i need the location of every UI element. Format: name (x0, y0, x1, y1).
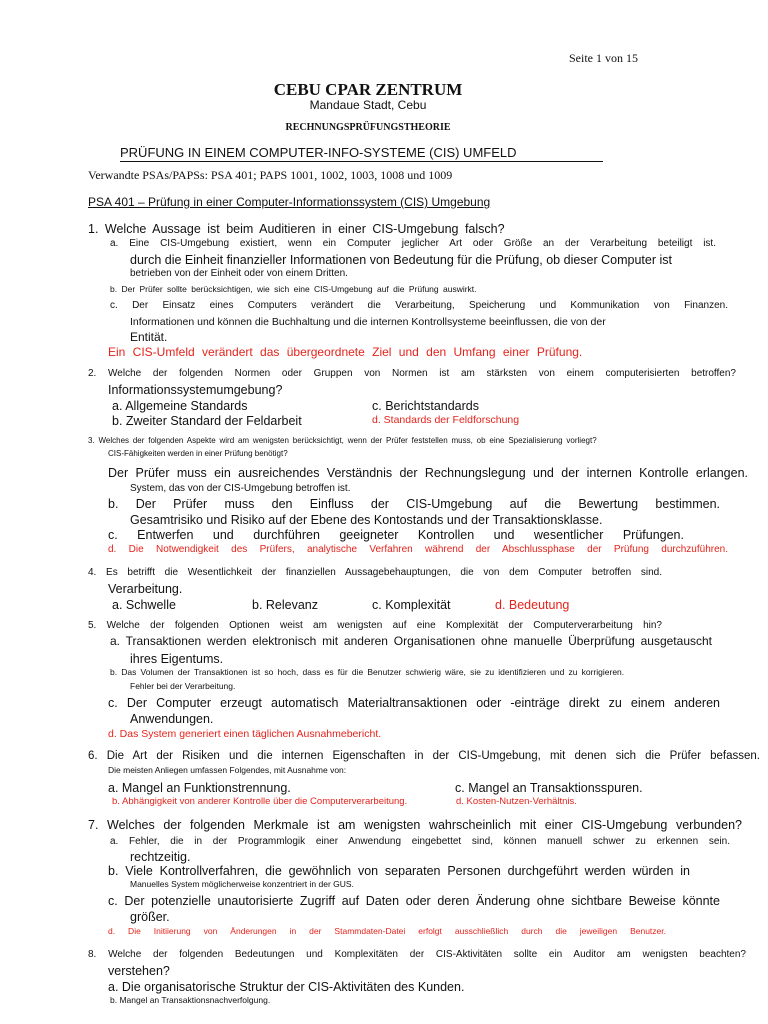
question-5-option-a: a. Transaktionen werden elektronisch mit anderen Organisationen ohne manuelle Überprüfung ausgetauscht (110, 634, 712, 648)
question-5-stem: 5. Welche der folgenden Optionen weist am wenigsten auf eine Komplexität der Computerverarbeitung hin? (88, 620, 662, 631)
page-number: Seite 1 von 15 (569, 51, 638, 65)
question-7-option-a: a. Fehler, die in der Programmlogik einer Anwendung eingebettet sind, können manuell schwer zu erkennen sein. (110, 836, 730, 847)
question-6-option-c: c. Mangel an Transaktionsspuren. (455, 781, 643, 795)
question-5-option-b: b. Das Volumen der Transaktionen ist so hoch, dass es für die Benutzer schwierig wäre, sie zu identifizieren und zu korrigieren. (110, 667, 625, 677)
question-1-option-a-line2: durch die Einheit finanzieller Informationen von Bedeutung für die Prüfung, ob dieser Computer ist (130, 253, 672, 267)
document-subject: RECHNUNGSPRÜFUNGSTHEORIE (285, 122, 451, 133)
question-3-option-b: b. Der Prüfer muss den Einfluss der CIS-Umgebung auf die Bewertung bestimmen. (108, 497, 720, 511)
question-7-answer-d: d. Die Initiierung von Änderungen in der Stammdaten-Datei erfolgt ausschließlich durch die jeweiligen Benutzer. (108, 926, 666, 936)
question-7-option-b-line2: Manuelles System möglicherweise konzentriert in der GUS. (130, 879, 354, 889)
question-8-stem-line2: verstehen? (108, 964, 170, 978)
question-8-option-b: b. Mangel an Transaktionsnachverfolgung. (110, 995, 271, 1005)
question-3-stem: 3. Welches der folgenden Aspekte wird am wenigsten berücksichtigt, wenn der Prüfer feststellen muss, ob eine Spezialisierung vorliegt? (88, 436, 597, 445)
question-2-answer-d: d. Standards der Feldforschung (372, 414, 520, 426)
question-7-option-b: b. Viele Kontrollverfahren, die gewöhnlich von separaten Personen durchgeführt werden würden in (108, 864, 690, 878)
question-1-stem: 1. Welche Aussage ist beim Auditieren in einer CIS-Umgebung falsch? (88, 222, 505, 236)
question-8-option-a: a. Die organisatorische Struktur der CIS-Aktivitäten des Kunden. (108, 980, 465, 994)
question-4-option-b: b. Relevanz (252, 598, 319, 612)
question-3-option-a: Der Prüfer muss ein ausreichendes Verständnis der Rechnungslegung und der internen Kontrolle erlangen. (108, 466, 748, 480)
question-4-option-c: c. Komplexität (372, 598, 451, 612)
question-4-option-a: a. Schwelle (112, 598, 176, 612)
question-2-stem: 2. Welche der folgenden Normen oder Gruppen von Normen ist am stärksten von einem computerisierten betroffen? (88, 368, 736, 379)
document-location: Mandaue Stadt, Cebu (309, 98, 427, 112)
question-6-stem: 6. Die Art der Risiken und die internen Eigenschaften in der CIS-Umgebung, mit denen sich die Prüfer befassen. (88, 750, 760, 762)
question-4-stem: 4. Es betrifft die Wesentlichkeit der finanziellen Aussagebehauptungen, die von dem Computer betroffen sind. (88, 567, 662, 578)
question-1-option-a-line3: betrieben von der Einheit oder von einem Dritten. (130, 268, 348, 279)
question-6-stem-line2: Die meisten Anliegen umfassen Folgendes, mit Ausnahme von: (108, 765, 347, 775)
related-standards: Verwandte PSAs/PAPSs: PSA 401; PAPS 1001, 1002, 1003, 1008 und 1009 (88, 168, 453, 182)
question-3-option-a-line2: System, das von der CIS-Umgebung betroffen ist. (130, 483, 351, 494)
question-5-option-b-line2: Fehler bei der Verarbeitung. (130, 681, 236, 691)
question-5-option-c: c. Der Computer erzeugt automatisch Materialtransaktionen oder -einträge direkt zu einem anderen (108, 696, 720, 710)
section-title: PRÜFUNG IN EINEM COMPUTER-INFO-SYSTEME (CIS) UMFELD (120, 145, 517, 160)
question-3-answer-d: d. Die Notwendigkeit des Prüfers, analytische Verfahren während der Abschlussphase der Prüfung durchzuführen. (108, 544, 728, 555)
question-3-option-b-line2: Gesamtrisiko und Risiko auf der Ebene des Kontostands und der Transaktionsklasse. (130, 513, 603, 527)
question-5-option-c-line2: Anwendungen. (130, 712, 214, 726)
question-1-option-c-line3: Entität. (130, 330, 168, 344)
question-4-stem-line2: Verarbeitung. (108, 582, 183, 596)
question-1-option-c-line2: Informationen und können die Buchhaltung und die internen Kontrollsysteme beeinflussen, die von der (130, 316, 606, 328)
psa-heading: PSA 401 – Prüfung in einer Computer-Informationssystem (CIS) Umgebung (88, 195, 491, 209)
question-1-answer-d: Ein CIS-Umfeld verändert das übergeordnete Ziel und den Umfang einer Prüfung. (108, 345, 583, 359)
question-6-option-b: b. Abhängigkeit von anderer Kontrolle über die Computerverarbeitung. (112, 796, 408, 807)
question-1-option-b: b. Der Prüfer sollte berücksichtigen, wie sich eine CIS-Umgebung auf die Prüfung auswirkt. (110, 284, 477, 294)
question-2-option-b: b. Zweiter Standard der Feldarbeit (112, 414, 302, 428)
question-5-option-a-line2: ihres Eigentums. (130, 652, 224, 666)
question-7-option-a-line2: rechtzeitig. (130, 850, 191, 864)
question-7-stem: 7. Welches der folgenden Merkmale ist am wenigsten wahrscheinlich mit einer CIS-Umgebung verbunden? (88, 818, 742, 832)
question-2-option-a: a. Allgemeine Standards (112, 399, 248, 413)
question-3-stem-line2: CIS-Fähigkeiten werden in einer Prüfung benötigt? (108, 449, 288, 458)
question-5-answer-d: d. Das System generiert einen täglichen Ausnahmebericht. (108, 728, 382, 740)
question-6-answer-d: d. Kosten-Nutzen-Verhältnis. (456, 796, 577, 807)
document-title: CEBU CPAR ZENTRUM (273, 80, 463, 99)
question-3-option-c: c. Entwerfen und durchführen geeigneter Kontrollen und wesentlicher Prüfungen. (108, 528, 684, 542)
question-1-option-a: a. Eine CIS-Umgebung existiert, wenn ein Computer jeglicher Art oder Größe an der Verarbeitung beteiligt ist. (110, 238, 716, 249)
question-2-stem-line2: Informationssystemumgebung? (108, 383, 283, 397)
question-7-option-c-line2: größer. (130, 910, 170, 924)
question-4-answer-d: d. Bedeutung (495, 598, 570, 612)
question-1-option-c: c. Der Einsatz eines Computers verändert die Verarbeitung, Speicherung und Kommunikation von Finanzen. (110, 300, 728, 311)
section-title-underline (120, 161, 603, 162)
question-7-option-c: c. Der potenzielle unautorisierte Zugriff auf Daten oder deren Änderung ohne sichtbare Beweise könnte (108, 894, 720, 908)
question-8-stem: 8. Welche der folgenden Bedeutungen und Komplexitäten der CIS-Aktivitäten sollte ein Auditor am wenigsten beachten? (88, 949, 746, 960)
question-6-option-a: a. Mangel an Funktionstrennung. (108, 781, 291, 795)
question-2-option-c: c. Berichtstandards (372, 399, 479, 413)
